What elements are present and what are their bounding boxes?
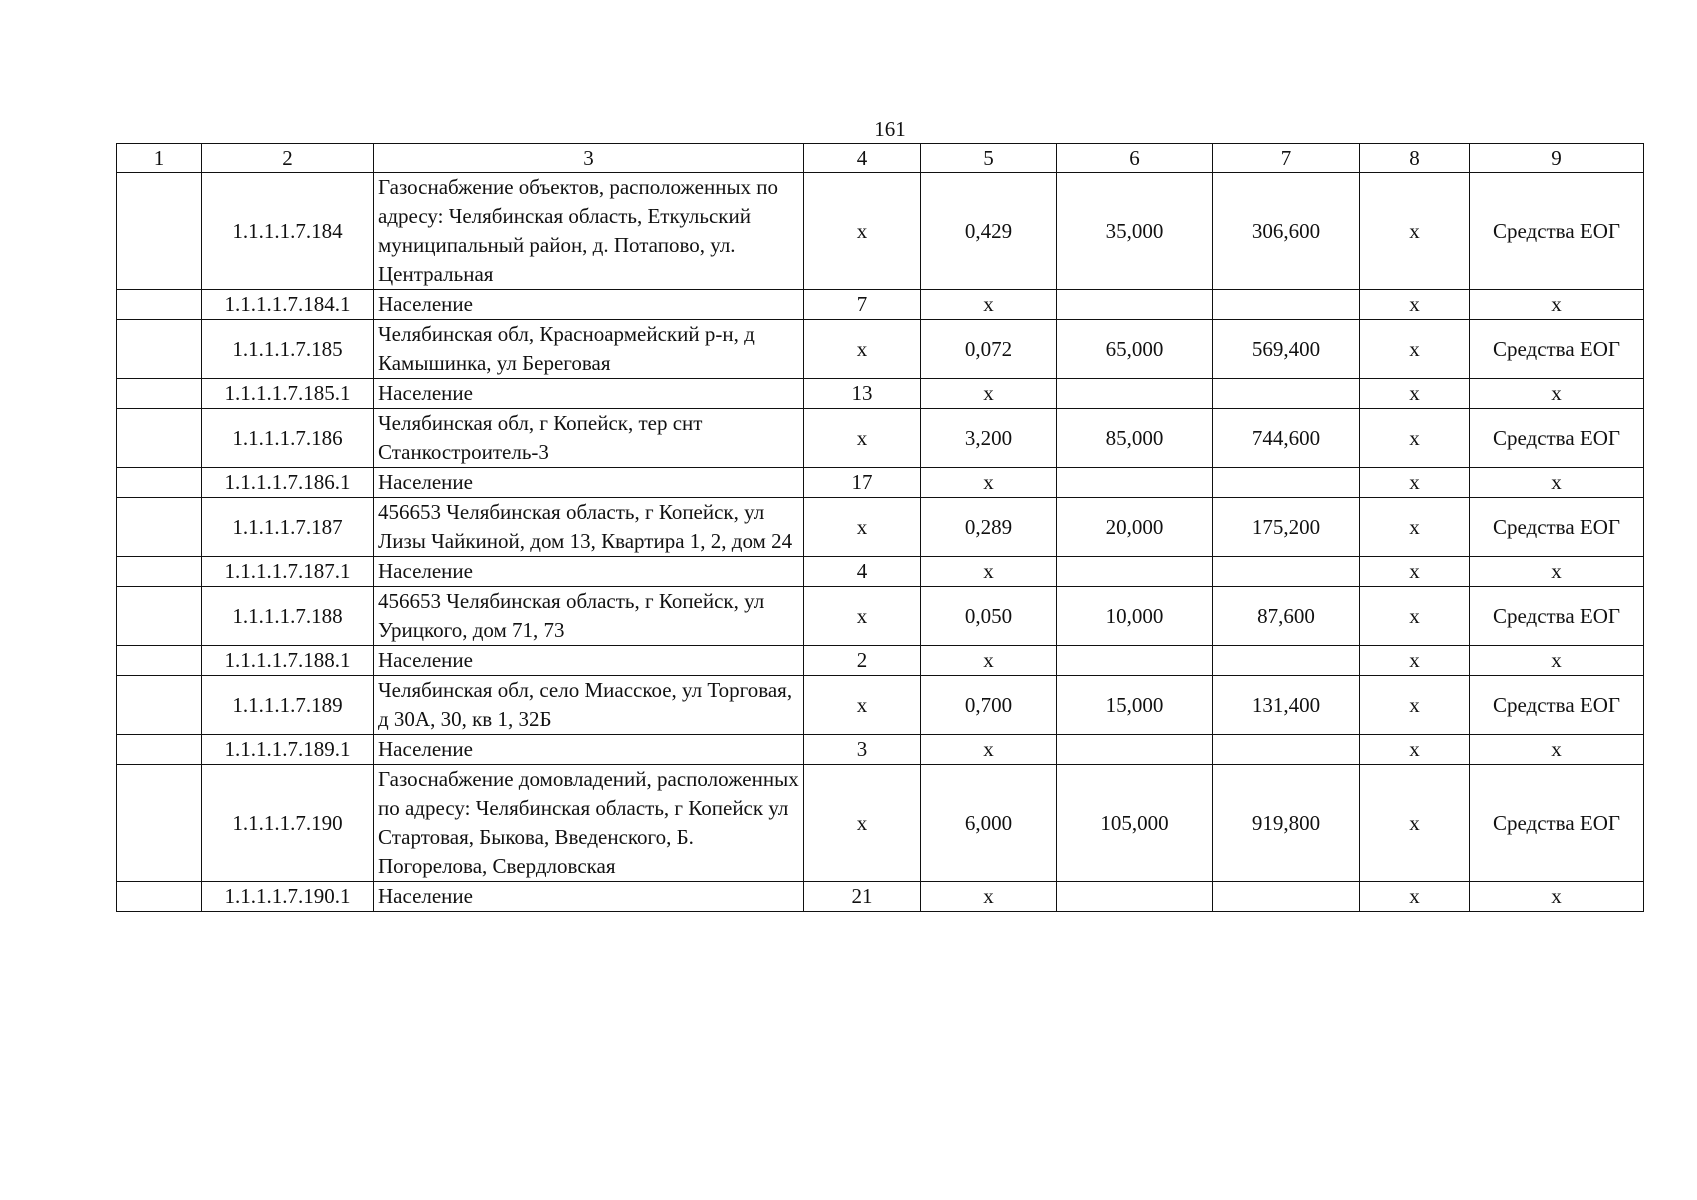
table-cell: 1.1.1.1.7.185.1 — [202, 379, 374, 409]
table-cell — [1057, 735, 1213, 765]
table-cell: 306,600 — [1213, 173, 1360, 290]
table-cell: х — [1360, 646, 1470, 676]
table-cell: 10,000 — [1057, 587, 1213, 646]
table-cell: х — [921, 882, 1057, 912]
table-cell: 1.1.1.1.7.190.1 — [202, 882, 374, 912]
table-cell: 1.1.1.1.7.184 — [202, 173, 374, 290]
table-cell: 3,200 — [921, 409, 1057, 468]
table-row — [117, 765, 1644, 882]
table-row — [117, 676, 1644, 735]
table-cell: Средства ЕОГ — [1470, 409, 1644, 468]
table-cell — [1057, 557, 1213, 587]
header-cell: 3 — [374, 144, 804, 173]
table-cell: 4 — [804, 557, 921, 587]
table-cell: Челябинская обл, Красноармейский р-н, д Камышинка, ул Береговая — [374, 320, 804, 379]
table-cell — [117, 882, 202, 912]
table-cell: 87,600 — [1213, 587, 1360, 646]
table-cell: Средства ЕОГ — [1470, 320, 1644, 379]
table-cell: х — [1360, 587, 1470, 646]
table-cell: 85,000 — [1057, 409, 1213, 468]
table-cell: 1.1.1.1.7.184.1 — [202, 290, 374, 320]
table-cell: х — [1360, 735, 1470, 765]
table-cell — [117, 409, 202, 468]
table-cell — [117, 290, 202, 320]
table-cell: 1.1.1.1.7.188 — [202, 587, 374, 646]
table-cell: 2 — [804, 646, 921, 676]
table-cell: 744,600 — [1213, 409, 1360, 468]
table-cell: х — [1470, 735, 1644, 765]
table-cell: х — [921, 735, 1057, 765]
table-cell: 3 — [804, 735, 921, 765]
table-cell — [1213, 735, 1360, 765]
table-cell: х — [1470, 379, 1644, 409]
table-cell — [117, 646, 202, 676]
table-cell: Средства ЕОГ — [1470, 587, 1644, 646]
header-cell: 5 — [921, 144, 1057, 173]
table-row — [117, 735, 1644, 765]
table-cell — [1057, 646, 1213, 676]
table-cell: 456653 Челябинская область, г Копейск, ул Урицкого, дом 71, 73 — [374, 587, 804, 646]
table-row — [117, 882, 1644, 912]
table-cell: 7 — [804, 290, 921, 320]
table-row — [117, 173, 1644, 290]
table-cell: х — [804, 409, 921, 468]
table-row — [117, 409, 1644, 468]
table-cell — [117, 468, 202, 498]
table-cell: 13 — [804, 379, 921, 409]
table-cell — [1213, 290, 1360, 320]
table-cell: х — [1360, 676, 1470, 735]
table-cell: х — [921, 290, 1057, 320]
table-cell: х — [1360, 173, 1470, 290]
table-cell: Челябинская обл, г Копейск, тер снт Станкостроитель-3 — [374, 409, 804, 468]
table-cell: 1.1.1.1.7.189.1 — [202, 735, 374, 765]
table-cell — [1213, 882, 1360, 912]
table-cell: Население — [374, 735, 804, 765]
page-number: 161 — [874, 117, 906, 141]
table-cell: х — [1360, 409, 1470, 468]
table-cell: х — [804, 498, 921, 557]
table-cell: 919,800 — [1213, 765, 1360, 882]
table-cell: 1.1.1.1.7.188.1 — [202, 646, 374, 676]
table-row — [117, 587, 1644, 646]
table-cell: Средства ЕОГ — [1470, 173, 1644, 290]
table-cell: х — [1470, 468, 1644, 498]
table-cell: 17 — [804, 468, 921, 498]
table-cell: х — [1470, 557, 1644, 587]
table-cell: 1.1.1.1.7.186 — [202, 409, 374, 468]
header-cell: 8 — [1360, 144, 1470, 173]
table-row — [117, 498, 1644, 557]
table-cell: 1.1.1.1.7.190 — [202, 765, 374, 882]
table-cell: 131,400 — [1213, 676, 1360, 735]
table-cell — [117, 498, 202, 557]
table-cell: х — [1360, 765, 1470, 882]
table-cell: 456653 Челябинская область, г Копейск, ул Лизы Чайкиной, дом 13, Квартира 1, 2, дом 24 — [374, 498, 804, 557]
table-cell: Население — [374, 557, 804, 587]
table-cell: 1.1.1.1.7.186.1 — [202, 468, 374, 498]
table-cell: х — [804, 173, 921, 290]
header-cell: 6 — [1057, 144, 1213, 173]
table-cell: 21 — [804, 882, 921, 912]
table-cell: х — [1470, 646, 1644, 676]
table-cell: х — [1360, 290, 1470, 320]
table-cell: 569,400 — [1213, 320, 1360, 379]
table-row — [117, 646, 1644, 676]
table-cell — [117, 676, 202, 735]
table-cell: Челябинская обл, село Миасское, ул Торговая, д 30А, 30, кв 1, 32Б — [374, 676, 804, 735]
table-cell: Газоснабжение объектов, расположенных по адресу: Челябинская область, Еткульский муниципальный район, д. Потапово, ул. Центральная — [374, 173, 804, 290]
table-cell: х — [804, 765, 921, 882]
table-cell: 20,000 — [1057, 498, 1213, 557]
table-cell — [1213, 646, 1360, 676]
table-cell: х — [804, 676, 921, 735]
table-row — [117, 557, 1644, 587]
table-cell: 1.1.1.1.7.185 — [202, 320, 374, 379]
table-row — [117, 379, 1644, 409]
table-row — [117, 320, 1644, 379]
table-cell: х — [804, 320, 921, 379]
header-cell: 9 — [1470, 144, 1644, 173]
table-cell: х — [921, 557, 1057, 587]
table-cell: 35,000 — [1057, 173, 1213, 290]
table-cell: 175,200 — [1213, 498, 1360, 557]
table-cell: х — [1360, 498, 1470, 557]
table-cell — [117, 735, 202, 765]
table-cell: х — [921, 646, 1057, 676]
table-cell — [1213, 468, 1360, 498]
table-cell — [1213, 557, 1360, 587]
table-cell: х — [1470, 882, 1644, 912]
table-cell: х — [1360, 320, 1470, 379]
table-cell: Население — [374, 882, 804, 912]
table-cell: х — [921, 468, 1057, 498]
table-cell — [117, 765, 202, 882]
table-cell — [1213, 379, 1360, 409]
table-cell — [1057, 468, 1213, 498]
table-cell — [1057, 882, 1213, 912]
table-cell: 0,072 — [921, 320, 1057, 379]
table-cell: 1.1.1.1.7.189 — [202, 676, 374, 735]
table-cell: х — [1360, 882, 1470, 912]
table-cell — [117, 587, 202, 646]
table-cell: х — [1470, 290, 1644, 320]
table-cell: Население — [374, 646, 804, 676]
table-cell — [117, 557, 202, 587]
header-cell: 1 — [117, 144, 202, 173]
header-cell: 4 — [804, 144, 921, 173]
data-table — [116, 143, 1644, 912]
table-cell: Средства ЕОГ — [1470, 676, 1644, 735]
table-cell: х — [1360, 468, 1470, 498]
table-cell: х — [804, 587, 921, 646]
table-cell: 105,000 — [1057, 765, 1213, 882]
table-cell: х — [1360, 379, 1470, 409]
table-cell: Средства ЕОГ — [1470, 498, 1644, 557]
table-cell — [117, 173, 202, 290]
table-cell — [117, 320, 202, 379]
table-cell: 1.1.1.1.7.187 — [202, 498, 374, 557]
table-cell: Население — [374, 468, 804, 498]
table-cell: 6,000 — [921, 765, 1057, 882]
table-row — [117, 468, 1644, 498]
table-cell: 65,000 — [1057, 320, 1213, 379]
table-cell: 0,289 — [921, 498, 1057, 557]
header-cell: 7 — [1213, 144, 1360, 173]
table-cell: х — [1360, 557, 1470, 587]
table-cell: х — [921, 379, 1057, 409]
table-cell: 0,429 — [921, 173, 1057, 290]
table-cell — [1057, 290, 1213, 320]
header-row — [117, 144, 1644, 173]
table-cell: Газоснабжение домовладений, расположенных по адресу: Челябинская область, г Копейск ул Стартовая, Быкова, Введенского, Б. Погорелова, Свердловская — [374, 765, 804, 882]
table-cell: Население — [374, 379, 804, 409]
table-cell: 0,700 — [921, 676, 1057, 735]
header-cell: 2 — [202, 144, 374, 173]
table-cell — [117, 379, 202, 409]
table-cell: 15,000 — [1057, 676, 1213, 735]
table-cell — [1057, 379, 1213, 409]
table-row — [117, 290, 1644, 320]
table-cell: Население — [374, 290, 804, 320]
table-cell: 0,050 — [921, 587, 1057, 646]
table-cell: 1.1.1.1.7.187.1 — [202, 557, 374, 587]
table-cell: Средства ЕОГ — [1470, 765, 1644, 882]
